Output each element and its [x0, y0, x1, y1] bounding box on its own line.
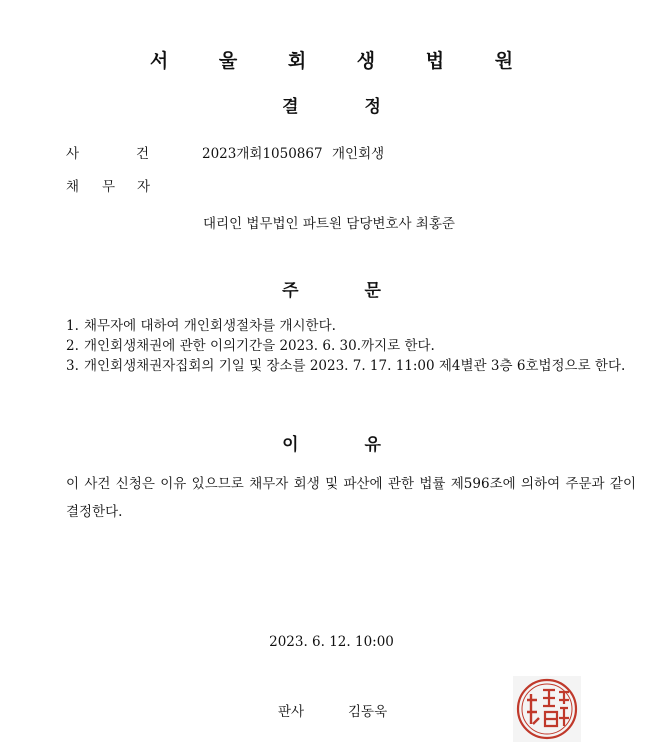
decision-title: 결 정	[282, 97, 381, 117]
judge-title: 판사	[278, 704, 305, 720]
order-item	[66, 316, 636, 336]
seal-icon	[513, 676, 581, 742]
order-items	[66, 316, 636, 376]
reason-heading: 이 유	[282, 435, 381, 455]
decision-date: 2023. 6. 12. 10:00	[269, 634, 394, 650]
debtor-label-1: 채	[66, 179, 80, 195]
order-item-text: 개인회생채권에 관한 이의기간을 2023. 6. 30.까지로 한다.	[84, 338, 435, 354]
order-item-number: 2.	[66, 338, 79, 354]
debtor-label-3: 자	[137, 179, 151, 195]
order-item-text: 채무자에 대하여 개인회생절차를 개시한다.	[84, 318, 336, 334]
order-heading: 주 문	[282, 281, 381, 301]
agent-line: 대리인 법무법인 파트원 담당변호사 최홍준	[203, 216, 455, 232]
order-item	[66, 356, 636, 376]
judge-seal-stamp	[513, 676, 581, 742]
judge-name: 김동욱	[348, 704, 388, 720]
case-number: 2023개회1050867	[202, 146, 323, 162]
order-item-number: 3.	[66, 358, 79, 374]
reason-text: 이 사건 신청은 이유 있으므로 채무자 회생 및 파산에 관한 법률 제596조에 의하여 주문과 같이 결정한다.	[66, 476, 636, 520]
order-item	[66, 336, 636, 356]
case-type: 개인회생	[332, 146, 385, 162]
debtor-label-2: 무	[102, 179, 116, 195]
case-label-2: 건	[136, 146, 150, 162]
court-name: 서 울 회 생 법 원	[149, 50, 536, 72]
order-item-text: 개인회생채권자집회의 기일 및 장소를 2023. 7. 17. 11:00 제4별관 3층 6호법정으로 한다.	[84, 358, 626, 374]
order-item-number: 1.	[66, 318, 79, 334]
case-label-1: 사	[66, 146, 80, 162]
